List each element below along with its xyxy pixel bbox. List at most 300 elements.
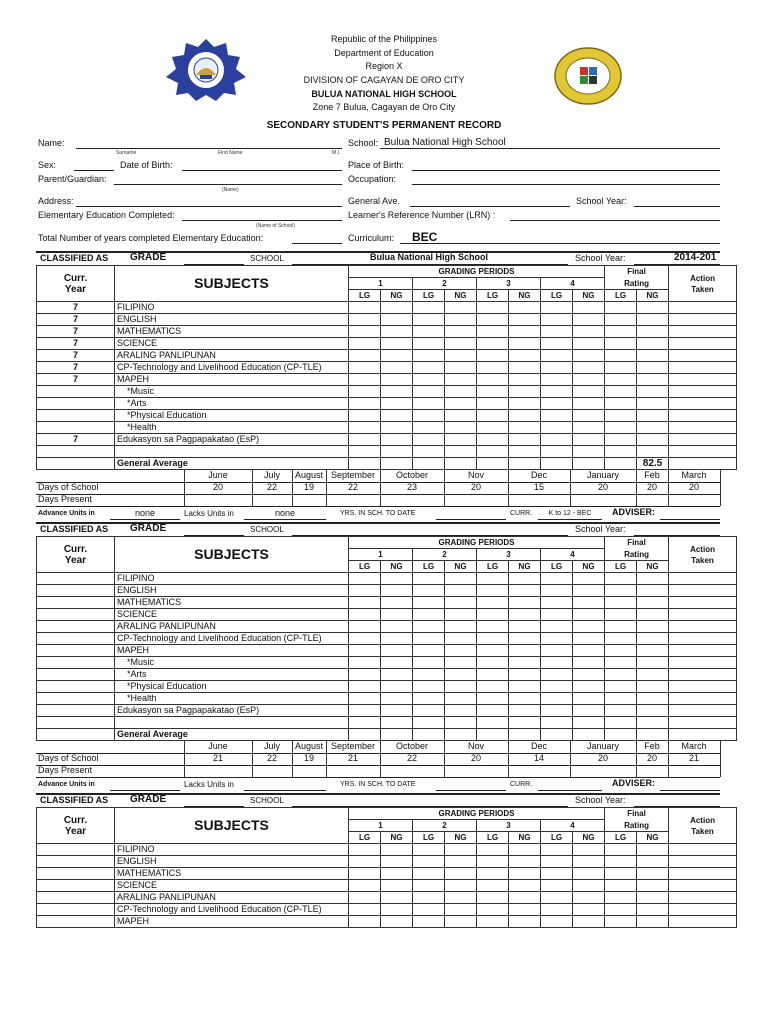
table-row (37, 350, 737, 362)
classified-label: CLASSIFIED AS (40, 795, 109, 805)
general-ave-label: General Ave. (348, 196, 400, 206)
grade-cell (605, 904, 637, 916)
table-row (37, 398, 737, 410)
curr-year-cell (37, 386, 115, 398)
grade-cell (349, 904, 381, 916)
lg-header: LG (605, 290, 637, 302)
grade-cell (445, 326, 477, 338)
period-header: 2 (413, 820, 477, 832)
curr-year-cell (37, 904, 115, 916)
grade-cell (573, 844, 605, 856)
curr-year-cell (37, 573, 115, 585)
grade-cell (477, 386, 509, 398)
days-present-label: Days Present (38, 494, 93, 504)
grade-cell (605, 633, 637, 645)
grade-cell (413, 717, 445, 729)
grade-cell (669, 422, 737, 434)
grade-cell (413, 458, 445, 470)
month-label: January (586, 470, 620, 480)
grade-cell (349, 326, 381, 338)
ng-header: NG (573, 561, 605, 573)
grade-cell (637, 693, 669, 705)
grade-cell (541, 621, 573, 633)
table-row (37, 458, 737, 470)
grade-cell (637, 302, 669, 314)
grade-cell (509, 844, 541, 856)
days-of-school-value: 22 (347, 482, 358, 492)
subject-cell: CP-Technology and Livelihood Education (CP-TLE) (115, 904, 349, 916)
subject-cell: SCIENCE (115, 880, 349, 892)
curr-year-cell (37, 669, 115, 681)
ng-header: NG (445, 832, 477, 844)
month-label: Dec (530, 470, 547, 480)
yrs-label: YRS. IN SCH. TO DATE (340, 781, 416, 788)
grade-cell (477, 693, 509, 705)
grade-cell (477, 856, 509, 868)
grade-cell (477, 892, 509, 904)
grade-cell (413, 645, 445, 657)
grade-cell (349, 868, 381, 880)
grade-cell (573, 398, 605, 410)
subject-cell: SCIENCE (115, 609, 349, 621)
curr-year-cell (37, 597, 115, 609)
curr-year-cell (37, 609, 115, 621)
curr-year-cell (37, 681, 115, 693)
rating-header: Rating (605, 820, 669, 832)
month-label: Nov (467, 741, 484, 751)
final-header: Final (605, 537, 669, 549)
grade-cell (509, 657, 541, 669)
grade-cell (637, 609, 669, 621)
days-of-school-label: Days of School (38, 482, 99, 492)
subject-cell: *Physical Education (115, 410, 349, 422)
days-of-school-value: 20 (646, 753, 657, 763)
grade-cell (349, 645, 381, 657)
grade-cell (381, 657, 413, 669)
classified-label: CLASSIFIED AS (40, 524, 109, 534)
grade-cell (605, 326, 637, 338)
grade-cell (669, 446, 737, 458)
grade-cell (669, 350, 737, 362)
grade-cell (541, 326, 573, 338)
subject-cell: *Arts (115, 669, 349, 681)
days-of-school-value: 21 (212, 753, 223, 763)
grade-cell (445, 362, 477, 374)
ng-header: NG (637, 561, 669, 573)
month-label: September (330, 741, 376, 751)
grade-cell (477, 338, 509, 350)
grade-cell (541, 633, 573, 645)
grade-cell (381, 621, 413, 633)
months-header-row (36, 741, 720, 753)
advance-units-label: Advance Units in (38, 781, 95, 788)
grade-cell (573, 422, 605, 434)
grade-cell (637, 669, 669, 681)
grade-cell (573, 645, 605, 657)
school-label: SCHOOL (250, 254, 284, 263)
grade-cell (541, 844, 573, 856)
grade-cell (381, 609, 413, 621)
grade-cell (445, 374, 477, 386)
grade-cell (349, 362, 381, 374)
month-label: September (330, 470, 376, 480)
grade-cell (573, 717, 605, 729)
grade-cell (573, 434, 605, 446)
grade-cell (605, 597, 637, 609)
grade-cell (381, 458, 413, 470)
grade-cell (541, 856, 573, 868)
grade-cell (541, 350, 573, 362)
grade-cell (669, 621, 737, 633)
subject-cell: MAPEH (115, 374, 349, 386)
days-of-school-value: 20 (212, 482, 223, 492)
grade-cell (605, 422, 637, 434)
grade-cell (477, 350, 509, 362)
grade-cell (573, 573, 605, 585)
grade-cell (669, 573, 737, 585)
lg-header: LG (541, 561, 573, 573)
grade-cell (445, 904, 477, 916)
grade-cell (381, 573, 413, 585)
grade-cell (413, 314, 445, 326)
grade-cell (541, 657, 573, 669)
days-of-school-value: 20 (597, 753, 608, 763)
grade-cell (477, 362, 509, 374)
grade-cell (349, 434, 381, 446)
grade-cell (477, 880, 509, 892)
ng-header: NG (381, 832, 413, 844)
grade-cell (509, 669, 541, 681)
grade-cell (477, 669, 509, 681)
lacks-units-label: Lacks Units in (184, 780, 234, 789)
grade-cell (445, 410, 477, 422)
grade-cell (509, 434, 541, 446)
grade-cell (669, 729, 737, 741)
grades-table (36, 265, 737, 470)
grade-cell (573, 880, 605, 892)
grade-cell (605, 573, 637, 585)
grade-cell (637, 729, 669, 741)
grade-cell (509, 302, 541, 314)
grade-cell (573, 916, 605, 928)
curr-year-cell: 7 (37, 374, 115, 386)
subject-cell: MATHEMATICS (115, 326, 349, 338)
grade-cell (381, 633, 413, 645)
grade-cell (349, 856, 381, 868)
grade-cell (349, 657, 381, 669)
table-row (37, 729, 737, 741)
subject-cell: ENGLISH (115, 856, 349, 868)
general-average-value: 82.5 (637, 458, 669, 470)
subject-cell (115, 446, 349, 458)
grade-cell (541, 729, 573, 741)
subject-cell: CP-Technology and Livelihood Education (CP-TLE) (115, 633, 349, 645)
lg-header: LG (477, 290, 509, 302)
grade-cell (509, 645, 541, 657)
days-of-school-value: 23 (406, 482, 417, 492)
month-label: March (681, 470, 707, 480)
grade-cell (541, 597, 573, 609)
curr-year-cell (37, 705, 115, 717)
grade-cell (509, 880, 541, 892)
grade-cell (413, 398, 445, 410)
grade-cell (445, 302, 477, 314)
section-year-value: 2014-201 (674, 252, 717, 263)
grade-cell (381, 729, 413, 741)
month-label: October (395, 741, 428, 751)
subject-cell: MATHEMATICS (115, 868, 349, 880)
taken-label: Taken (691, 284, 714, 294)
grade-cell (349, 621, 381, 633)
grade-cell (413, 705, 445, 717)
grade-cell (605, 868, 637, 880)
grade-cell (477, 422, 509, 434)
grade-cell (541, 916, 573, 928)
subject-cell: FILIPINO (115, 844, 349, 856)
grade-cell (477, 326, 509, 338)
subject-cell: FILIPINO (115, 302, 349, 314)
grade-cell (637, 597, 669, 609)
days-of-school-value: 20 (646, 482, 657, 492)
grade-cell (605, 386, 637, 398)
grade-cell (413, 904, 445, 916)
grade-cell (541, 302, 573, 314)
table-row (37, 386, 737, 398)
grade-cell (669, 302, 737, 314)
month-label: Feb (644, 741, 660, 751)
month-label: March (681, 741, 707, 751)
yrs-line (436, 519, 506, 520)
grade-cell (605, 856, 637, 868)
ng-header: NG (509, 290, 541, 302)
surname-hint: Surname (116, 150, 137, 156)
grade-cell (413, 880, 445, 892)
grade-cell (413, 609, 445, 621)
curriculum-value: BEC (412, 230, 438, 244)
curr-year-cell (37, 657, 115, 669)
month-label: Feb (644, 470, 660, 480)
grade-cell (509, 904, 541, 916)
curr-year-cell (37, 856, 115, 868)
grade-cell (509, 705, 541, 717)
table-row (37, 868, 737, 880)
period-header: 1 (349, 820, 413, 832)
school-value: Bulua National High School (384, 137, 506, 148)
grade-cell (509, 326, 541, 338)
grade-cell (509, 446, 541, 458)
grade-cell (573, 314, 605, 326)
final-header: Final (605, 808, 669, 820)
curr-value (538, 779, 602, 791)
grade-cell (573, 350, 605, 362)
grade-cell (669, 693, 737, 705)
lg-header: LG (541, 832, 573, 844)
adviser-line (660, 519, 720, 520)
table-row (37, 669, 737, 681)
month-divider (380, 741, 381, 777)
subject-cell (115, 717, 349, 729)
table-row (37, 410, 737, 422)
grade-cell (605, 693, 637, 705)
school-label: SCHOOL (250, 525, 284, 534)
grade-cell (573, 597, 605, 609)
grade-cell (477, 729, 509, 741)
grade-cell (605, 717, 637, 729)
grade-cell (477, 302, 509, 314)
grade-cell (477, 585, 509, 597)
grade-cell (541, 717, 573, 729)
grade-cell (669, 844, 737, 856)
grade-cell (541, 386, 573, 398)
month-divider (252, 470, 253, 506)
subjects-header: SUBJECTS (115, 537, 349, 573)
grade-cell (477, 657, 509, 669)
table-row (37, 892, 737, 904)
table-row (37, 573, 737, 585)
grade-cell (509, 362, 541, 374)
grade-cell (541, 904, 573, 916)
grading-periods-header: GRADING PERIODS (349, 266, 605, 278)
header-division: DIVISION OF CAGAYAN DE ORO CITY (303, 75, 465, 85)
curr-value: K to 12 - BEC (538, 508, 602, 520)
grade-cell (573, 892, 605, 904)
grade-cell (573, 609, 605, 621)
grade-cell (445, 705, 477, 717)
grade-cell (541, 693, 573, 705)
grade-cell (573, 302, 605, 314)
grade-cell (509, 585, 541, 597)
grade-cell (605, 916, 637, 928)
grade-cell (637, 422, 669, 434)
grade-cell (541, 374, 573, 386)
month-label: October (395, 470, 428, 480)
curr-year-cell (37, 880, 115, 892)
grade-cell (509, 633, 541, 645)
lg-header: LG (413, 561, 445, 573)
rating-header: Rating (605, 278, 669, 290)
month-divider (184, 470, 185, 506)
grade-cell (541, 585, 573, 597)
grade-cell (637, 645, 669, 657)
subject-cell: *Physical Education (115, 681, 349, 693)
grade-cell (573, 868, 605, 880)
advance-units-value (110, 779, 180, 791)
grade-cell (445, 458, 477, 470)
grade-cell (349, 585, 381, 597)
grade-cell (381, 314, 413, 326)
grade-cell (541, 880, 573, 892)
grade-cell (381, 374, 413, 386)
grade-cell (637, 398, 669, 410)
subject-cell: SCIENCE (115, 338, 349, 350)
action-taken-header (669, 266, 737, 302)
grade-cell (349, 633, 381, 645)
grade-cell (637, 350, 669, 362)
grade-cell (605, 302, 637, 314)
grade-cell (605, 446, 637, 458)
grade-cell (605, 681, 637, 693)
year-label: Year (64, 554, 87, 566)
curriculum-label: Curriculum: (348, 233, 395, 243)
period-header: 4 (541, 820, 605, 832)
days-of-school-value: 15 (533, 482, 544, 492)
grade-cell (445, 868, 477, 880)
grade-cell (349, 573, 381, 585)
advance-units-value: none (110, 508, 180, 520)
header-address: Zone 7 Bulua, Cagayan de Oro City (312, 102, 456, 112)
grade-cell (669, 633, 737, 645)
action-taken-header (669, 808, 737, 844)
grade-cell (669, 681, 737, 693)
grade-cell (509, 717, 541, 729)
grade-cell (509, 597, 541, 609)
action-taken-header (669, 537, 737, 573)
school-year-label: School Year: (576, 196, 627, 206)
lg-header: LG (477, 561, 509, 573)
grade-cell (509, 729, 541, 741)
row-line (36, 765, 720, 766)
grade-cell (477, 398, 509, 410)
period-header: 4 (541, 278, 605, 290)
grade-cell (541, 705, 573, 717)
grade-cell (605, 350, 637, 362)
grade-cell (669, 410, 737, 422)
grade-cell (573, 633, 605, 645)
first-name-hint: First Name (218, 150, 243, 156)
grade-cell (477, 717, 509, 729)
table-row (37, 609, 737, 621)
grade-cell (413, 856, 445, 868)
period-header: 2 (413, 549, 477, 561)
days-of-school-value: 20 (470, 753, 481, 763)
grade-cell (637, 573, 669, 585)
grading-periods-header: GRADING PERIODS (349, 808, 605, 820)
lg-header: LG (605, 832, 637, 844)
grade-cell (605, 314, 637, 326)
lrn-label: Learner's Reference Number (LRN) : (348, 210, 496, 220)
curr-label: Curr. (63, 814, 88, 826)
grade-cell (573, 856, 605, 868)
grade-cell (445, 422, 477, 434)
grade-cell (349, 374, 381, 386)
grade-cell (413, 362, 445, 374)
curr-label: CURR. (510, 781, 533, 788)
curr-year-cell (37, 585, 115, 597)
grade-cell (477, 868, 509, 880)
grade-cell (637, 681, 669, 693)
grade-cell (669, 705, 737, 717)
grade-cell (669, 868, 737, 880)
table-row (37, 585, 737, 597)
deped-seal-logo (553, 46, 623, 106)
grade-cell (573, 585, 605, 597)
grade-cell (669, 386, 737, 398)
grade-cell (413, 410, 445, 422)
action-label: Action (690, 273, 715, 283)
grade-cell (349, 446, 381, 458)
month-divider (508, 741, 509, 777)
grade-cell (349, 422, 381, 434)
grade-cell (413, 669, 445, 681)
grade-cell (669, 856, 737, 868)
grade-cell (573, 446, 605, 458)
grade-cell (573, 410, 605, 422)
curr-year-header (37, 537, 115, 573)
ng-header: NG (445, 561, 477, 573)
grade-cell (477, 705, 509, 717)
subject-cell: MAPEH (115, 916, 349, 928)
grade-cell (669, 597, 737, 609)
